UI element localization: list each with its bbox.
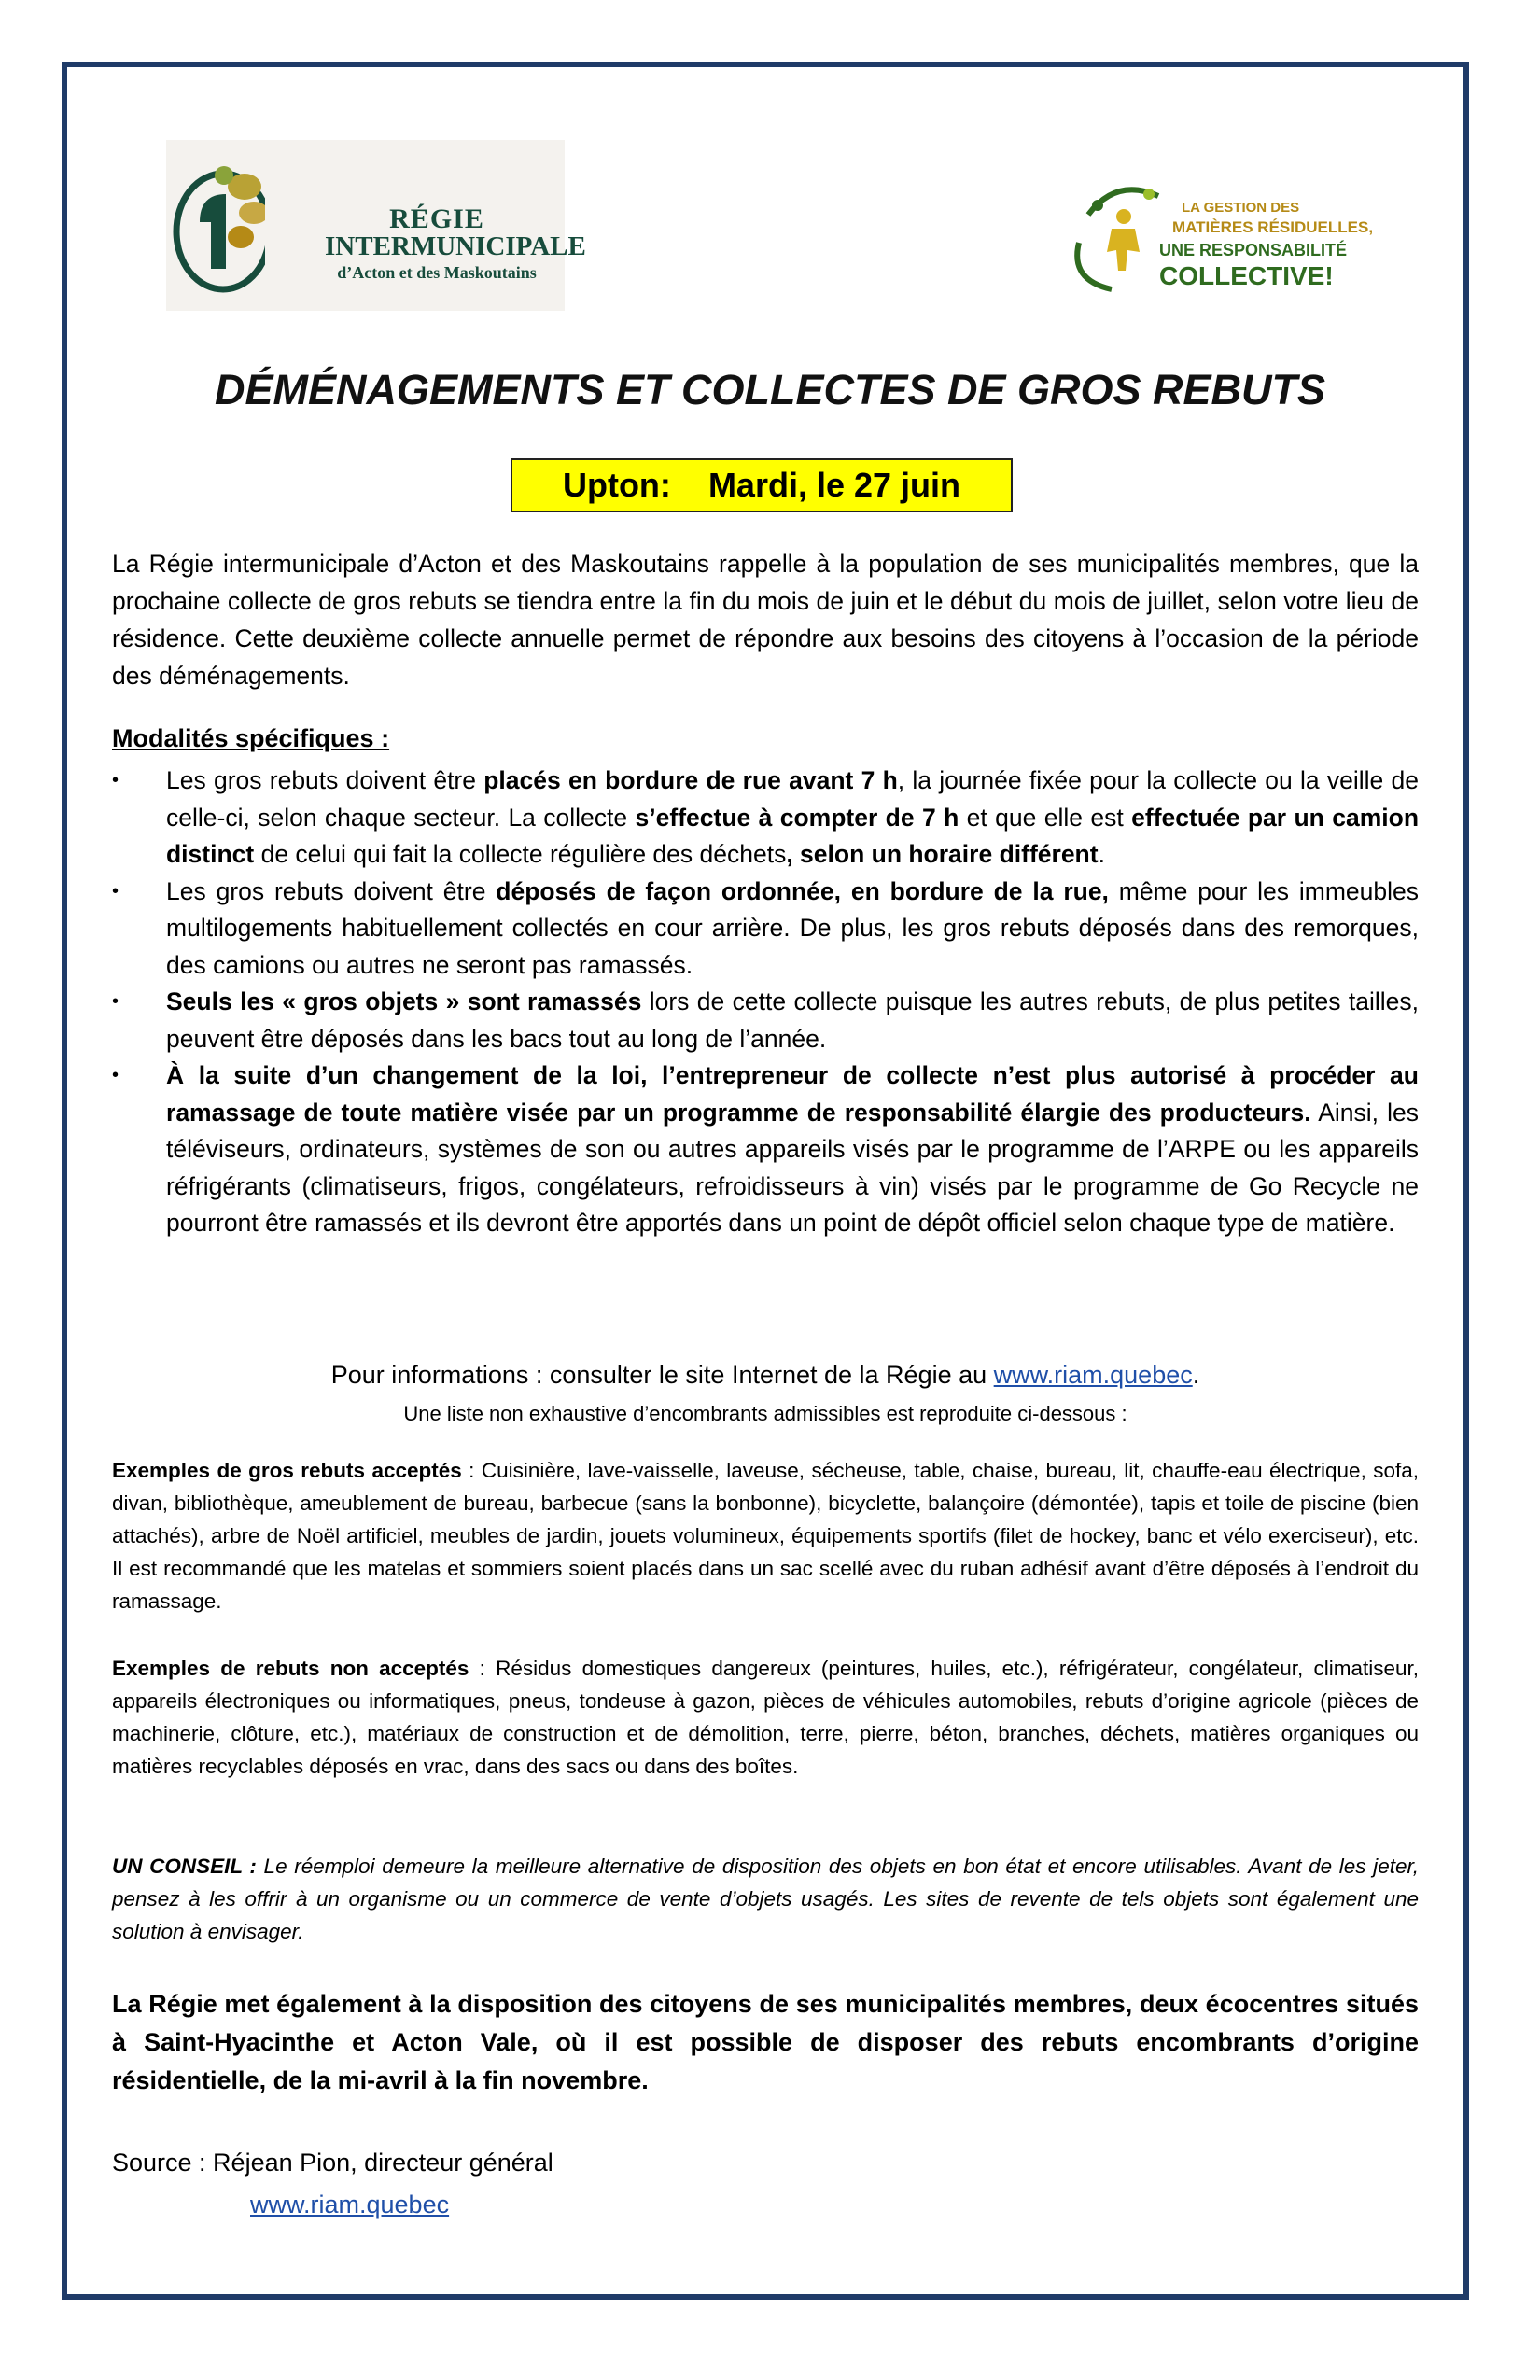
bullet-icon: •: [112, 1065, 119, 1085]
source-line: Source : Réjean Pion, directeur général: [112, 2149, 553, 2177]
modalities-heading: Modalités spécifiques :: [112, 724, 390, 752]
people-circle-icon: [1070, 177, 1172, 299]
slogan-line3: UNE RESPONSABILITÉ: [1159, 241, 1348, 259]
item-bold: s’effectue à compter de 7 h: [635, 803, 959, 832]
date-value: Mardi, le 27 juin: [707, 466, 961, 504]
item-text: , la journée fixée pour la collecte ou la veille de celle-ci, selon chaque secteur. La collecte: [166, 766, 1419, 832]
modalities-list: [112, 763, 1419, 1242]
item-bold: , selon un horaire différent: [786, 840, 1099, 868]
refused-text: : Résidus domestiques dangereux (peintures, huiles, etc.), réfrigérateur, congélateur, climatiseur, appareils électroniques ou informatiques, pneus, tondeuse à gazon, pièces de véhicules automobiles, rebuts d’origine agricole (pièces de machinerie, clôture, etc.), matériaux de construction et de démolition, terre, pierre, béton, branches, déchets, matières organiques ou matières recyclables déposés en vrac, dans des sacs ou dans des boîtes.: [112, 1657, 1419, 1778]
item-bold: Seuls les « gros objets » sont ramassés: [166, 987, 642, 1015]
refused-label: Exemples de rebuts non acceptés: [112, 1657, 469, 1680]
regie-name-line2: INTERMUNICIPALE: [325, 231, 586, 261]
refused-examples: [112, 1652, 1419, 1783]
advice-paragraph: [112, 1850, 1419, 1948]
ecocentres-paragraph: La Régie met également à la disposition des citoyens de ses municipalités membres, deux écocentres situés à Saint-Hyacinthe et Acton Vale, où il est possible de disposer des rebuts encombrants d’origine résidentielle, de la mi-avril à la fin novembre.: [112, 1990, 1419, 2094]
item-text: Les gros rebuts doivent être: [166, 876, 497, 905]
info-text: Pour informations : consulter le site Internet de la Régie au: [330, 1361, 994, 1389]
accepted-examples: [112, 1454, 1419, 1617]
regie-leaf-icon: [172, 157, 265, 297]
item-text: .: [1098, 840, 1105, 868]
website-link[interactable]: www.riam.quebec: [993, 1361, 1193, 1389]
item-bold: déposés de façon ordonnée, en bordure de la rue,: [496, 876, 1109, 905]
info-line: [112, 1361, 1419, 1390]
bullet-icon: •: [112, 880, 119, 902]
list-item: [112, 763, 1419, 874]
regie-logo: [166, 140, 586, 311]
collection-date-box: [511, 458, 1013, 512]
list-intro: Une liste non exhaustive d’encombrants admissibles est reproduite ci-dessous :: [403, 1402, 1127, 1425]
item-bold: effectuée par un camion distinct: [166, 803, 1420, 868]
item-bold: À la suite d’un changement de la loi, l’entrepreneur de collecte n’est plus autorisé à procéder au ramassage de toute matière visée par un programme de responsabilité élargie des producteurs.: [166, 1061, 1419, 1127]
advice-label: UN CONSEIL :: [112, 1855, 257, 1878]
bullet-icon: •: [112, 991, 119, 1012]
regie-name: [325, 205, 586, 281]
slogan-line2: MATIÈRES RÉSIDUELLES,: [1172, 218, 1374, 236]
item-text: Les gros rebuts doivent être: [166, 766, 484, 794]
item-text: de celui qui fait la collecte régulière des déchets: [254, 840, 787, 868]
intro-paragraph: La Régie intermunicipale d’Acton et des Maskoutains rappelle à la population de ses municipalités membres, que la prochaine collecte de gros rebuts se tiendra entre la fin du mois de juin et le début du mois de juillet, selon votre lieu de résidence. Cette deuxième collecte annuelle permet de répondre aux besoins des citoyens à l’occasion de la période des déménagements.: [112, 550, 1419, 690]
advice-text: Le réemploi demeure la meilleure alternative de disposition des objets en bon état et encore utilisables. Avant de les jeter, pensez à les offrir à un organisme ou un commerce de vente d’objets usagés. Les sites de revente de tels objets sont également une solution à envisager.: [112, 1855, 1419, 1943]
slogan-line1: LA GESTION DES: [1182, 200, 1300, 216]
slogan-line4: COLLECTIVE!: [1159, 261, 1334, 290]
info-text-end: .: [1192, 1361, 1200, 1389]
slogan-logo: [1070, 168, 1374, 317]
list-item: [112, 984, 1419, 1057]
source-website-link[interactable]: www.riam.quebec: [250, 2191, 450, 2219]
bullet-icon: •: [112, 770, 119, 791]
item-text: et que elle est: [959, 803, 1132, 832]
item-bold: placés en bordure de rue avant 7 h: [483, 766, 898, 794]
date-city: Upton:: [562, 466, 671, 504]
item-text: même pour les immeubles multilogements habituellement collectés en cour arrière. De plus, les gros rebuts déposés dans des remorques, des camions ou autres ne seront pas ramassés.: [166, 876, 1419, 979]
regie-name-line1: RÉGIE: [389, 203, 484, 234]
list-item: [112, 1057, 1419, 1242]
accepted-text: : Cuisinière, lave-vaisselle, laveuse, sécheuse, table, chaise, bureau, lit, chauffe-eau électrique, sofa, divan, bibliothèque, ameublement de bureau, barbecue (sans la bonbonne), bicyclette, balançoire (démontée), tapis et toile de piscine (bien attachés), arbre de Noël artificiel, meubles de jardin, jouets volumineux, équipements sportifs (filet de hockey, banc et vélo exerciseur), etc. Il est recommandé que les matelas et sommiers soient placés dans un sac scellé avec du ruban adhésif avant d’être déposés à l’endroit du ramassage.: [112, 1459, 1419, 1613]
list-item: [112, 874, 1419, 985]
regie-name-line3: d’Acton et des Maskoutains: [337, 263, 537, 282]
page-title: DÉMÉNAGEMENTS ET COLLECTES DE GROS REBUTS: [214, 366, 1326, 413]
accepted-label: Exemples de gros rebuts acceptés: [112, 1459, 462, 1482]
item-text: lors de cette collecte puisque les autres rebuts, de plus petites tailles, peuvent être déposés dans les bacs tout au long de l’année.: [166, 987, 1419, 1053]
item-text: Ainsi, les téléviseurs, ordinateurs, systèmes de son ou autres appareils visés par le programme de l’ARPE ou les appareils réfrigérants (climatiseurs, frigos, congélateurs, refroidisseurs à vin) visés par le programme de Go Recycle ne pourront être ramassés et ils devront être apportés dans un point de dépôt officiel selon chaque type de matière.: [166, 1098, 1419, 1237]
